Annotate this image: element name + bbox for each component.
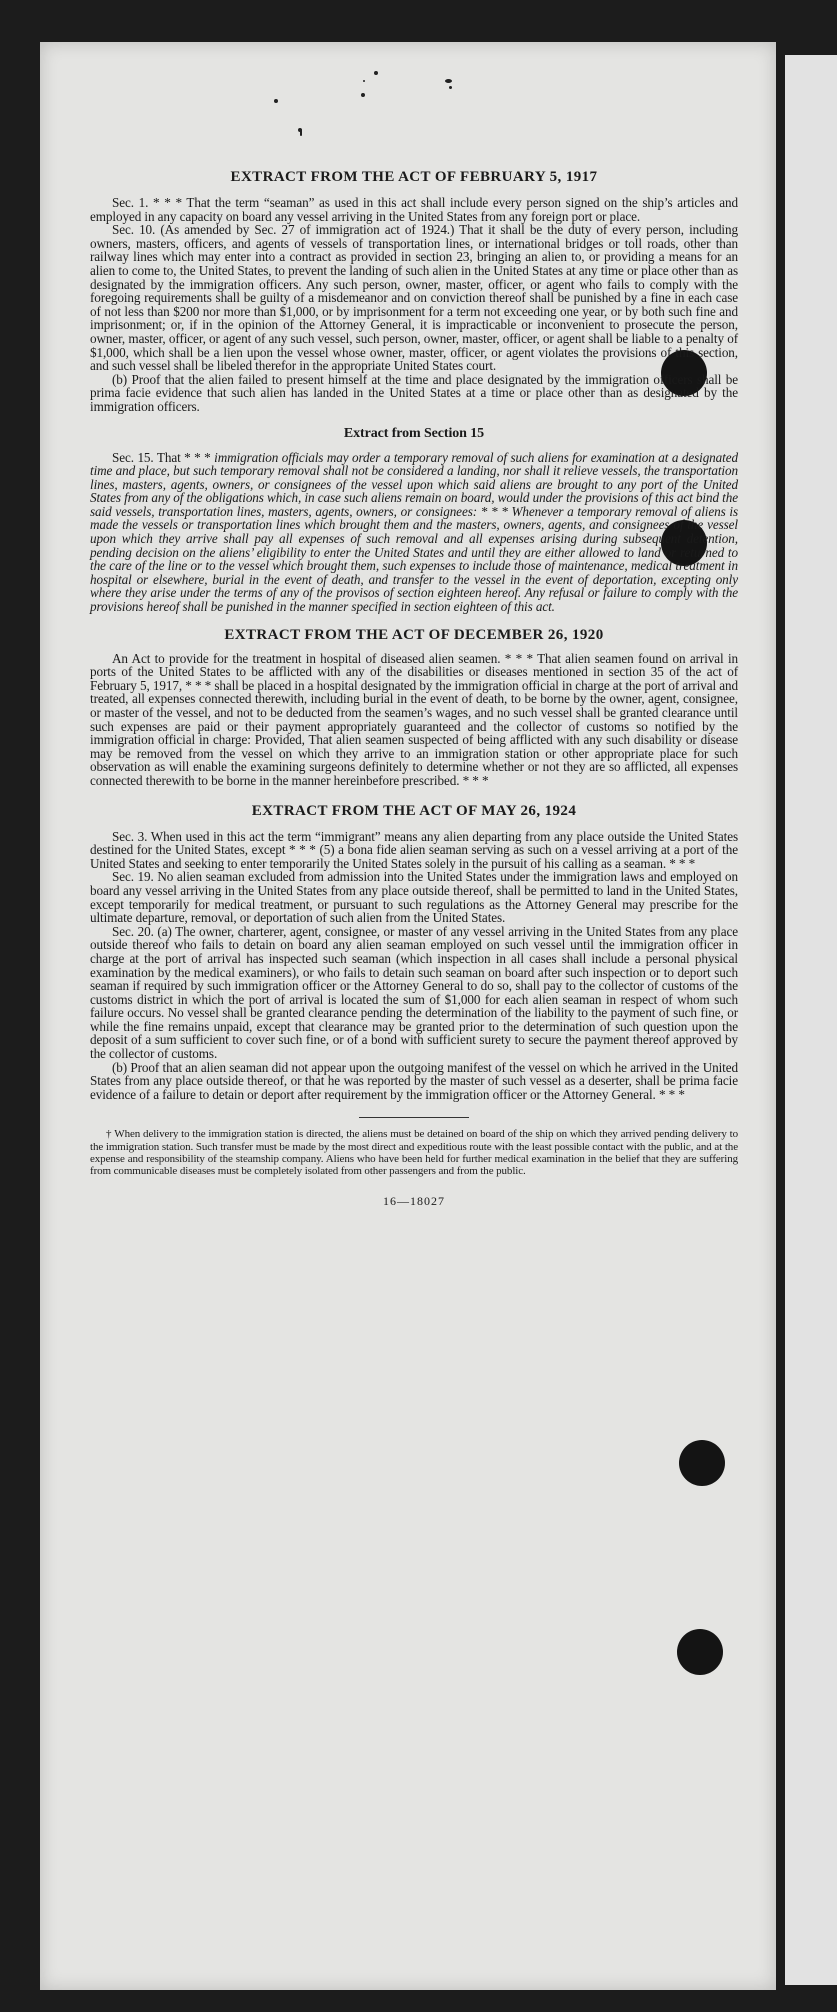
footnote-text: † When delivery to the immigration station is directed, the aliens must be detained on board of the ship on which they arrived pending delivery to the immigration station. Such transfer must be made by the most direct and expeditious route with the least possible contact with the public, and at the expense and responsibility of the steamship company. Aliens who have been held for further medical examination in the belief that they are suffering from communicable diseases must be completely isolated from other passengers and from the public. — [90, 1128, 738, 1178]
speck-mark — [363, 80, 365, 82]
section-title-section-15: Extract from Section 15 — [343, 425, 485, 441]
page-number: 16—18027 — [383, 1194, 445, 1209]
section-title-dec-1920: EXTRACT FROM THE ACT OF DECEMBER 26, 1920 — [224, 626, 604, 643]
paragraph-proof-failed-present: (b) Proof that the alien failed to present himself at the time and place designated by the immigration officers shall be prima facie evidence that such alien has landed in the United States at a time or place other than as designated by the immigration officers. — [90, 371, 738, 414]
speck-mark — [274, 99, 278, 103]
paragraph-sec-1: Sec. 1. * * * That the term “seaman” as used in this act shall include every person signed on the ship’s articles and employed in any capacity on board any vessel arriving in the United States from any foreign port or place. — [90, 195, 738, 224]
paragraph-act-1920: An Act to provide for the treatment in hospital of diseased alien seamen. * * * That alien seamen found on arrival in ports of the United States to be afflicted with any of the disabilities or diseases mentioned in section 35 of the act of February 5, 1917, * * * shall be placed in a hospital designated by the immigration official in charge at the port of arrival and treated, all expenses connected therewith, including burial in the event of death, to be borne by the owner, agent, consignee, or master of the vessel, and not to be deducted from the seamen’s wages, and no such vessel shall be granted clearance until such expenses are paid or their payment appropriately guaranteed and the collector of customs so notified by the immigration official in charge: Provided, That alien seamen suspected of being afflicted with any such disability or disease may be removed from the vessel on which they arrive to an immigration station or other appropriate place for such observation as will enable the examining surgeons definitely to determine whether or not they are so afflicted, all expenses connected therewith to be borne in the manner hereinbefore prescribed. * * * — [90, 650, 739, 788]
speck-mark — [449, 86, 452, 89]
paragraph-sec-20a: Sec. 20. (a) The owner, charterer, agent, consignee, or master of any vessel arriving in the United States from any place outside thereof who fails to detain on board any alien seaman employed on such vessel until the immigration officer in charge at the port of arrival has inspected such seaman (which inspection in all cases shall include a personal physical examination by the medical examiners), or who fails to detain such seaman on board after such inspection or to deport such seaman if required by such immigration officer or the Attorney General to do so, shall pay to the collector of customs of the customs district in which the port of arrival is located the sum of $1,000 for each alien seaman in respect of whom such failure occurs. No vessel shall be granted clearance pending the determination of the liability to the payment of such fine, or while the fine remains unpaid, except that clearance may be granted prior to the determination of such question upon the deposit of a sum sufficient to cover such fine, or of a bond with sufficient surety to secure the payment thereof approved by the collector of customs. — [90, 923, 738, 1062]
document-page — [40, 42, 776, 1990]
footnote — [90, 1128, 738, 1177]
speck-mark — [298, 128, 302, 132]
paragraph-sec-20b: (b) Proof that an alien seaman did not appear upon the outgoing manifest of the vessel on which he arrived in the United States from any place outside thereof, or that he was reported by the master of such vessel as a deserter, shall be prima facie evidence of a failure to detain or deport after requirement by the immigration officer or the Attorney General. * * * — [90, 1059, 738, 1102]
section-title-may-1924: EXTRACT FROM THE ACT OF MAY 26, 1924 — [251, 802, 577, 819]
speck-mark — [445, 79, 452, 83]
punch-hole — [679, 1440, 725, 1486]
sec-15-text: immigration officials may order a temporary removal of such aliens for examination at a designated time and place, but such temporary removal shall not be considered a landing, nor shall it relieve vessels, the transportation lines, masters, agents, owners, or consignees of the vessel upon which said aliens are brought to any port of the United States from any of the obligations which, in case such aliens remain on board, would under the provisions of this act bind the said vessels, transportation lines, masters, agents, owners, or consignees: * * * Whenever a temporary removal of aliens is made the vessels or transportation lines which brought them and the masters, owners, agents, and consignees of the vessel upon which they arrive shall pay all expenses of such removal and all expenses arising during subsequent detention, pending decision on the aliens’ eligibility to enter the United States and until they are either allowed to land or returned to the care of the line or to the vessel which brought them, such expenses to include those of maintenance, medical treatment in hospital or elsewhere, burial in the event of death, and transfer to the vessel in the event of deportation, excepting only where they arise under the terms of any of the provisos of section eighteen hereof. Any refusal or failure to comply with the provisions hereof shall be punished in the manner specified in section eighteen of this act. — [90, 449, 738, 615]
punch-hole — [677, 1629, 723, 1675]
speck-mark — [374, 71, 378, 75]
document-body — [90, 168, 738, 1209]
section-title-feb-1917: EXTRACT FROM THE ACT OF FEBRUARY 5, 1917 — [230, 169, 598, 185]
paragraph-sec-19: Sec. 19. No alien seaman excluded from admission into the United States under the immigration laws and employed on board any vessel arriving in the United States from any place outside thereof, shall be permitted to land in the United States, except temporarily for medical treatment, or pursuant to such regulations as the Attorney General may prescribe for the ultimate departure, removal, or deportation of such alien from the United States. — [90, 869, 738, 926]
paragraph-sec-10: Sec. 10. (As amended by Sec. 27 of immigration act of 1924.) That it shall be the duty of every person, including owners, masters, officers, and agents of vessels of transportation lines, or international bridges or toll roads, other than railway lines which may enter into a contract as provided in section 23, bringing an alien to, or providing a means for an alien to come to, the United States, to prevent the landing of such alien in the United States at any time or place other than as designated by the immigration officers. Any such person, owner, master, officer, or agent who fails to comply with the foregoing requirements shall be guilty of a misdemeanor and on conviction thereof shall be punished by a fine in each case of not less than $200 nor more than $1,000, or by imprisonment for a term not exceeding one year, or by both such fine and imprisonment; or, if in the opinion of the Attorney General, it is impracticable or inconvenient to prosecute the person, owner, master, officer, or agent of any such vessel, such person, owner, master, officer, or agent shall be liable to a penalty of $1,000, which shall be a lien upon the vessel whose owner, master, officer, or agent violates the provisions of this section, and such vessel shall be libeled therefor in the appropriate United States court. — [90, 222, 738, 374]
paragraph-sec-3: Sec. 3. When used in this act the term “immigrant” means any alien departing from any place outside the United States destined for the United States, except * * * (5) a bona fide alien seaman serving as such on a vessel arriving at a port of the United States and seeking to enter temporarily the United States solely in the pursuit of his calling as a seaman. * * * — [90, 828, 738, 871]
adjacent-page-edge — [785, 55, 837, 1985]
speck-mark — [361, 93, 365, 97]
sec-15-lead: Sec. 15. That * * * — [112, 449, 215, 465]
paragraph-sec-15 — [90, 451, 738, 614]
